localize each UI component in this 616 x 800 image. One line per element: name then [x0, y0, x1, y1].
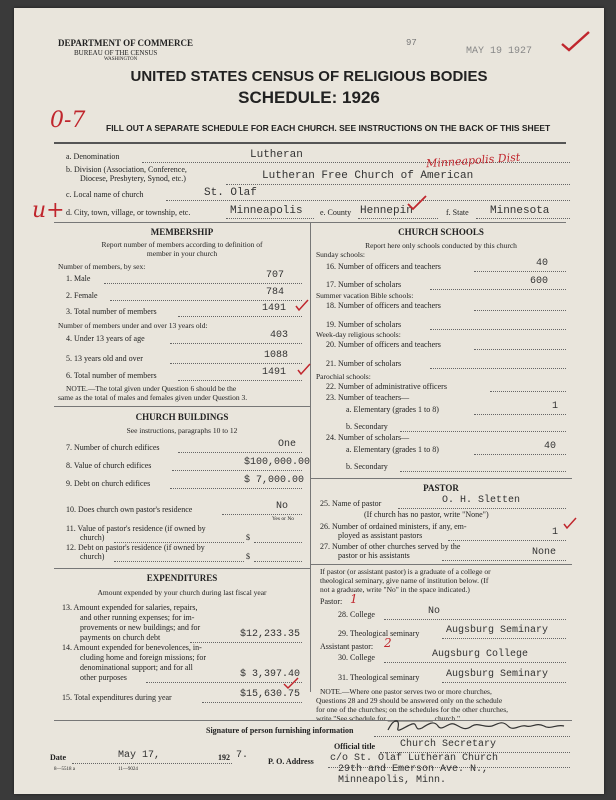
pastor-note: NOTE.—Where one pastor serves two or more churches,: [320, 687, 492, 696]
q28-label: 28. College: [338, 610, 375, 619]
q23b-line: [400, 431, 566, 432]
q13-value: $12,233.35: [240, 629, 301, 640]
q18-label: 18. Number of officers and teachers: [326, 301, 441, 310]
q24a-line: [474, 454, 566, 455]
membership-by-sex: Number of members, by sex:: [58, 262, 146, 271]
official-title-value: Church Secretary: [400, 739, 497, 750]
bureau-city: WASHINGTON: [104, 57, 138, 62]
q15-label: 15. Total expenditures during year: [62, 693, 172, 702]
q14-label-3: denominational support; and for all: [80, 663, 193, 672]
pastor-instruction-3: not a graduate, write "No" in the space indicated.): [320, 585, 470, 594]
q22-line: [490, 391, 566, 392]
q20-label: 20. Number of officers and teachers: [326, 340, 441, 349]
header-divider: [54, 142, 566, 144]
q27-value: None: [532, 547, 557, 558]
q1-line: [104, 283, 302, 284]
q19-line: [430, 329, 566, 330]
parochial-schools-label: Parochial schools:: [316, 372, 371, 381]
q23a-value: 1: [552, 401, 559, 412]
q14-line: [146, 682, 302, 683]
q19-label: 19. Number of scholars: [326, 320, 402, 329]
form-title: UNITED STATES CENSUS OF RELIGIOUS BODIES: [130, 68, 488, 85]
q12-value: $: [246, 552, 250, 561]
section-divider: [54, 406, 310, 407]
q15-value: $15,630.75: [240, 689, 301, 700]
check-mark-icon: [296, 362, 312, 376]
q7-value: One: [278, 439, 297, 450]
q13-label-3: provements or new buildings; and for: [80, 623, 201, 632]
membership-sub-2: member in your church: [146, 249, 218, 258]
membership-by-age: Number of members under and over 13 years old:: [58, 321, 208, 330]
q23-label: 23. Number of teachers—: [326, 393, 410, 402]
column-divider: [310, 222, 311, 692]
city-line: [226, 218, 314, 219]
q20-line: [474, 349, 566, 350]
q30-label: 30. College: [338, 653, 375, 662]
q16-label: 16. Number of officers and teachers: [326, 262, 441, 271]
q11-label: 11. Value of pastor's residence (if owned by: [66, 524, 206, 533]
q29-value: Augsburg Seminary: [446, 625, 549, 636]
q17-label: 17. Number of scholars: [326, 280, 402, 289]
q4-line: [170, 343, 302, 344]
q6-value: 1491: [262, 367, 287, 378]
check-mark-icon: [559, 30, 593, 54]
membership-note-2: same as the total of males and females given under Question 3.: [58, 393, 248, 402]
pastor-note-3: for one of the churches; on the schedules for the other churches,: [316, 705, 509, 714]
q22-label: 22. Number of administrative officers: [326, 382, 447, 391]
q16-value: 40: [536, 258, 549, 269]
q17-value: 600: [530, 276, 549, 287]
city-value: Minneapolis: [230, 205, 303, 217]
q17-line: [430, 289, 566, 290]
schools-title: CHURCH SCHOOLS: [398, 227, 484, 237]
q23b-label: b. Secondary: [346, 422, 388, 431]
q4-value: 403: [270, 330, 289, 341]
q11-label-2: church): [80, 533, 105, 542]
pastor-instruction: If pastor (or assistant pastor) is a graduate of a college or: [320, 567, 491, 576]
division-label-2: Diocese, Presbytery, Synod, etc.): [80, 174, 186, 183]
q18-line: [474, 310, 566, 311]
q13-label-2: and other running expenses; for im-: [80, 613, 195, 622]
expenditures-title: EXPENDITURES: [146, 573, 218, 583]
q1-value: 707: [266, 270, 285, 281]
received-stamp-number: 97: [406, 38, 417, 48]
q24a-label: a. Elementary (grades 1 to 8): [346, 445, 439, 454]
year-prefix: 192: [218, 753, 230, 762]
address-line-2: 29th and Emerson Ave. N.,: [338, 764, 489, 775]
division-note: Minneapolis Dist: [425, 150, 521, 171]
q31-value: Augsburg Seminary: [446, 669, 549, 680]
q9-value: $ 7,000.00: [244, 475, 305, 486]
bureau-name: BUREAU OF THE CENSUS: [74, 49, 158, 57]
county-value: Hennepin: [360, 205, 413, 217]
assistant-pastor-label: Assistant pastor:: [320, 642, 374, 651]
q5-line: [170, 363, 302, 364]
q30-value: Augsburg College: [432, 649, 529, 660]
buildings-sub: See instructions, paragraphs 10 to 12: [126, 426, 238, 435]
q14-label: 14. Amount expended for benevolences, in-: [62, 643, 202, 652]
q12-label-2: church): [80, 552, 105, 561]
church-name-value: St. Olaf: [204, 187, 257, 199]
schedule-title: SCHEDULE: 1926: [238, 88, 380, 107]
check-mark-icon: [282, 676, 300, 690]
q24b-line: [400, 471, 566, 472]
weekday-schools-label: Week-day religious schools:: [316, 330, 401, 339]
q27-line: [442, 560, 566, 561]
church-name-line: [166, 200, 570, 201]
q21-line: [430, 368, 566, 369]
expenditures-sub: Amount expended by your church during last fiscal year: [97, 588, 267, 597]
q25-label: 25. Name of pastor: [320, 499, 382, 508]
address-line-3: Minneapolis, Minn.: [338, 775, 447, 786]
q25-value: O. H. Sletten: [442, 495, 521, 506]
q6-line: [178, 380, 302, 381]
assistant-pastor-mark: 2: [384, 636, 392, 650]
q26-label: 26. Number of ordained ministers, if any, em-: [320, 522, 467, 531]
date-label: Date: [50, 753, 66, 762]
church-name-label: c. Local name of church: [66, 190, 144, 199]
address-line-1: c/o St. Olaf Lutheran Church: [330, 753, 499, 764]
section-divider: [310, 564, 572, 565]
buildings-title: CHURCH BUILDINGS: [135, 412, 229, 422]
q24a-value: 40: [544, 441, 557, 452]
check-mark-icon: [406, 194, 428, 212]
q30-line: [384, 662, 566, 663]
q11-value-line: [254, 542, 302, 543]
division-value: Lutheran Free Church of American: [262, 170, 474, 182]
county-label: e. County: [320, 208, 352, 217]
date-line: [72, 763, 232, 764]
city-label: d. City, town, village, or township, etc.: [66, 208, 191, 217]
denomination-label: a. Denomination: [66, 152, 120, 161]
state-line: [476, 218, 570, 219]
state-value: Minnesota: [490, 205, 550, 217]
q13-label-4: payments on church debt: [80, 633, 161, 642]
q14-value: $ 3,397.40: [240, 669, 301, 680]
q7-label: 7. Number of church edifices: [66, 443, 160, 452]
q25-hint: (If church has no pastor, write "None"): [364, 510, 489, 519]
census-form: [14, 8, 604, 794]
form-number-2: 11—9024: [118, 767, 138, 772]
q31-label: 31. Theological seminary: [338, 673, 420, 682]
schools-sub: Report here only schools conducted by this church: [365, 241, 517, 250]
summer-schools-label: Summer vacation Bible schools:: [316, 291, 414, 300]
signature-label: Signature of person furnishing information: [206, 726, 354, 735]
q5-value: 1088: [264, 350, 289, 361]
q31-line: [442, 682, 566, 683]
q26-line: [448, 540, 566, 541]
q2-value: 784: [266, 287, 285, 298]
state-label: f. State: [446, 208, 469, 217]
q16-line: [474, 271, 566, 272]
dept-name: DEPARTMENT OF COMMERCE: [58, 38, 194, 48]
pastor-note-2: Questions 28 and 29 should be answered only on the schedule: [316, 696, 503, 705]
check-mark-icon: [294, 298, 310, 312]
denomination-value: Lutheran: [250, 149, 303, 161]
division-label: b. Division (Association, Conference,: [66, 165, 187, 174]
q2-label: 2. Female: [66, 291, 98, 300]
q15-line: [202, 702, 302, 703]
q27-label-2: pastor or his assistants: [338, 551, 410, 560]
q13-label: 13. Amount expended for salaries, repairs,: [62, 603, 198, 612]
q3-value: 1491: [262, 303, 287, 314]
q23a-label: a. Elementary (grades 1 to 8): [346, 405, 439, 414]
pastor-label: Pastor:: [320, 597, 343, 606]
membership-sub: Report number of members according to definition of: [101, 240, 263, 249]
received-stamp: MAY 19 1927: [466, 46, 533, 57]
address-label: P. O. Address: [268, 757, 314, 766]
pastor-instruction-2: theological seminary, give name of institution below. (If: [320, 576, 489, 585]
q3-line: [178, 316, 302, 317]
q13-line: [190, 642, 302, 643]
q23a-line: [474, 414, 566, 415]
q29-line: [442, 638, 566, 639]
membership-note: NOTE.—The total given under Question 6 should be the: [66, 384, 237, 393]
q5-label: 5. 13 years old and over: [66, 354, 143, 363]
date-value: May 17,: [118, 750, 161, 761]
pastor-mark: 1: [350, 592, 358, 606]
year-value: 7.: [236, 750, 249, 761]
q1-label: 1. Male: [66, 274, 91, 283]
check-mark-icon: [562, 516, 578, 530]
margin-code-2: u+: [32, 198, 65, 223]
q11-value: $: [246, 533, 250, 542]
q14-label-2: cluding home and foreign missions; for: [80, 653, 206, 662]
q24b-label: b. Secondary: [346, 462, 388, 471]
q10-label: 10. Does church own pastor's residence: [66, 505, 193, 514]
q8-value: $100,000.00: [244, 457, 311, 468]
q28-line: [384, 619, 566, 620]
section-divider: [54, 568, 310, 569]
q9-line: [170, 488, 302, 489]
official-title-label: Official title: [334, 742, 376, 751]
division-line: [226, 184, 570, 185]
q29-label: 29. Theological seminary: [338, 629, 420, 638]
q3-label: 3. Total number of members: [66, 307, 157, 316]
q2-line: [110, 300, 302, 301]
q26-label-2: ployed as assistant pastors: [338, 531, 423, 540]
signature-image: [384, 714, 574, 738]
q9-label: 9. Debt on church edifices: [66, 479, 151, 488]
margin-code: 0-7: [50, 108, 86, 133]
instruction-line: FILL OUT A SEPARATE SCHEDULE FOR EACH CHURCH. SEE INSTRUCTIONS ON THE BACK OF THIS SHEET: [106, 123, 551, 133]
q10-value: No: [276, 501, 289, 512]
q6-label: 6. Total number of members: [66, 371, 157, 380]
q21-label: 21. Number of scholars: [326, 359, 402, 368]
form-number: 8—5518 a: [54, 767, 75, 772]
q28-value: No: [428, 606, 441, 617]
q26-value: 1: [552, 527, 559, 538]
sunday-schools-label: Sunday schools:: [316, 250, 365, 259]
q8-line: [172, 470, 302, 471]
q24-label: 24. Number of scholars—: [326, 433, 410, 442]
q10-hint: Yes or No: [272, 516, 295, 522]
q12-value-line: [254, 561, 302, 562]
q8-label: 8. Value of church edifices: [66, 461, 152, 470]
q12-line: [114, 561, 244, 562]
q4-label: 4. Under 13 years of age: [66, 334, 145, 343]
section-divider: [310, 478, 572, 479]
q27-label: 27. Number of other churches served by the: [320, 542, 461, 551]
q10-line: [222, 514, 302, 515]
q14-label-4: other purposes: [80, 673, 127, 682]
pastor-note-4: write "See schedule for ____________ church.": [316, 714, 461, 723]
q25-line: [398, 508, 566, 509]
q12-label: 12. Debt on pastor's residence (if owned by: [66, 543, 205, 552]
q7-line: [178, 452, 302, 453]
membership-title: MEMBERSHIP: [150, 227, 214, 237]
pastor-title: PASTOR: [423, 483, 459, 493]
county-line: [358, 218, 438, 219]
